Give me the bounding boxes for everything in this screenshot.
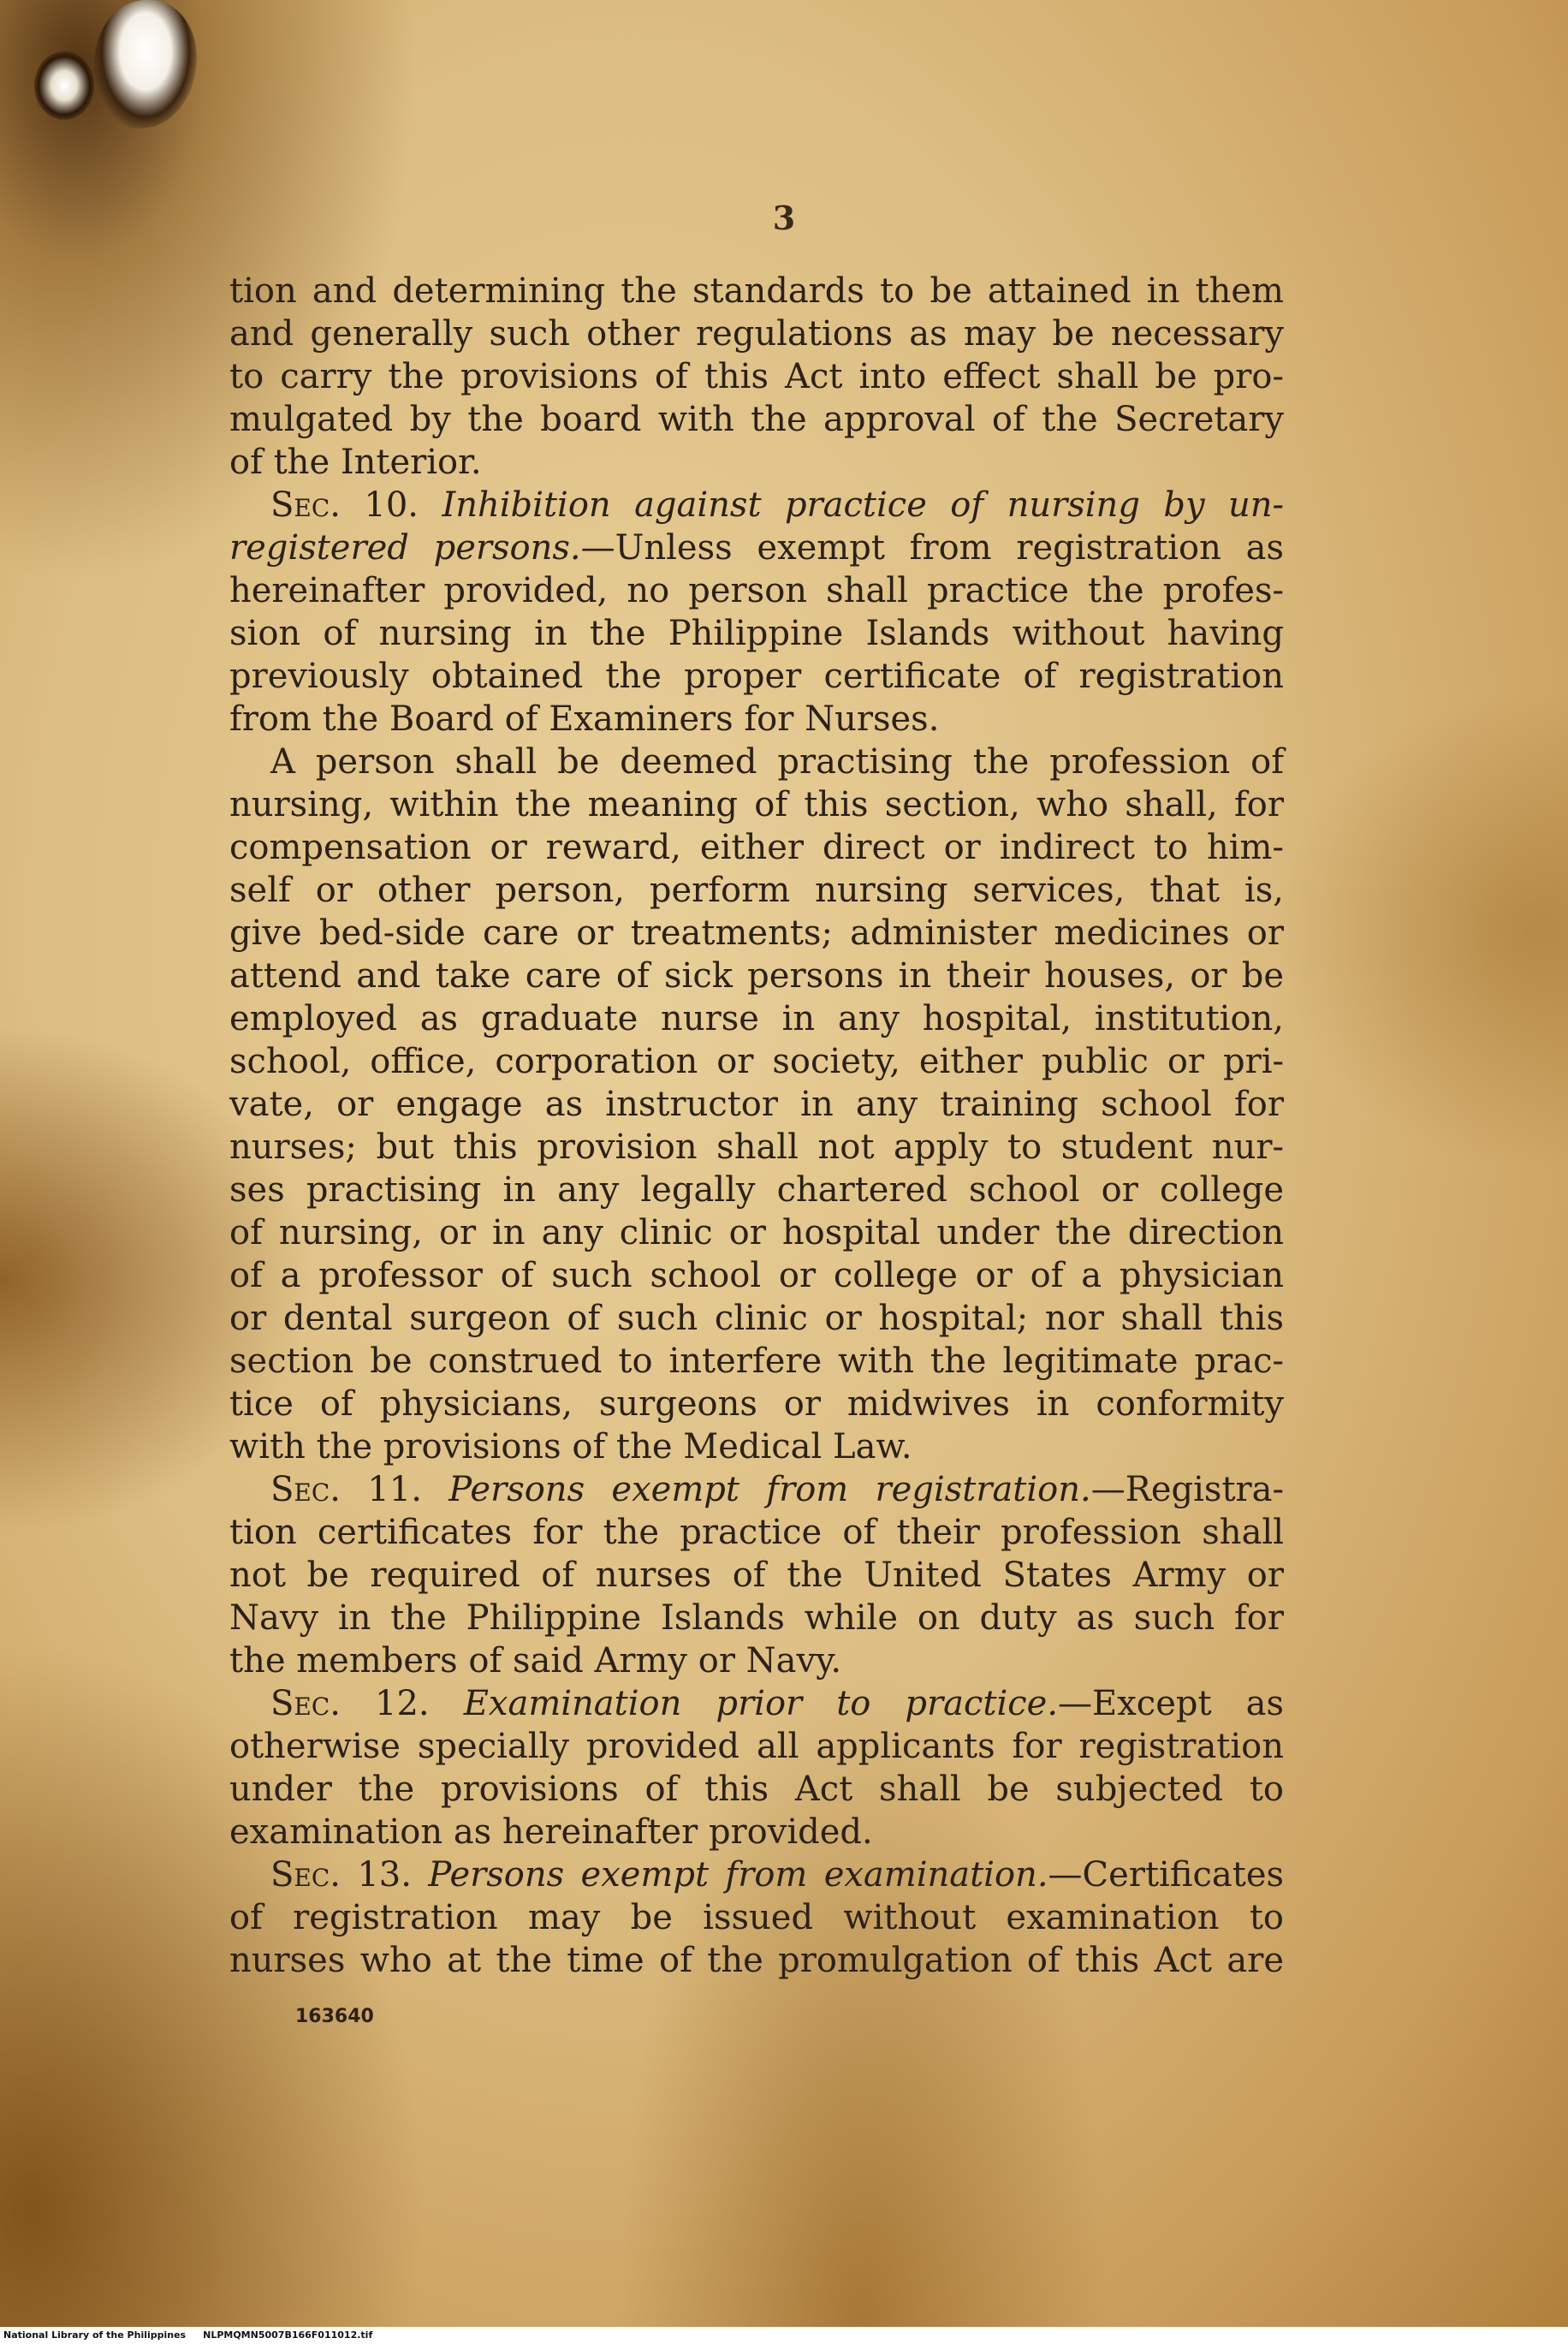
text-line: tion and determining the standards to be attained in them (229, 271, 1284, 311)
text-line: from the Board of Examiners for Nurses. (229, 699, 940, 739)
section-text: —Registra- (1090, 1470, 1285, 1509)
text-line: otherwise specially provided all applicants for registration (229, 1727, 1284, 1766)
document-body (229, 270, 1284, 1982)
text-line: of the Interior. (229, 443, 482, 482)
text-line: of registration may be issued without examination to (229, 1898, 1284, 1937)
text-line: give bed-side care or treatments; administer medicines or (229, 913, 1284, 953)
text-line: under the provisions of this Act shall be subjected to (229, 1770, 1284, 1809)
text-line: vate, or engage as instructor in any training school for (229, 1085, 1284, 1124)
section-12-heading-line (229, 1682, 1284, 1725)
text-line: examination as hereinafter provided. (229, 1812, 873, 1852)
section-number: Sec. 10. (270, 485, 419, 525)
text-line: employed as graduate nurse in any hospital, institution, (229, 999, 1284, 1038)
section-11-heading-line (229, 1468, 1284, 1511)
text-line: hereinafter provided, no person shall practice the profes- (229, 571, 1284, 610)
print-code: 163640 (295, 2006, 374, 2027)
text-line: with the provisions of the Medical Law. (229, 1427, 912, 1466)
section-number: Sec. 13. (270, 1855, 412, 1895)
text-line: of a professor of such school or college or of a physician (229, 1256, 1284, 1295)
section-number: Sec. 11. (270, 1470, 422, 1509)
section-text: —Unless exempt from registration as (580, 528, 1284, 568)
text-line: school, office, corporation or society, either public or pri- (229, 1042, 1284, 1081)
text-line: A person shall be deemed practising the profession of (270, 742, 1284, 782)
text-line: not be required of nurses of the United States Army or (229, 1556, 1284, 1595)
text-line: and generally such other regulations as may be necessary (229, 314, 1284, 354)
library-credit: National Library of the Philippines (3, 2329, 187, 2341)
text-line: compensation or reward, either direct or indirect to him- (229, 828, 1284, 867)
text-line: self or other person, perform nursing services, that is, (229, 871, 1284, 910)
text-line: or dental surgeon of such clinic or hospital; nor shall this (229, 1299, 1284, 1338)
section-title: Persons exempt from examination. (428, 1855, 1048, 1895)
text-line: tion certificates for the practice of their profession shall (229, 1513, 1284, 1552)
section-title: Examination prior to practice. (463, 1684, 1059, 1723)
file-name: NLPMQMN5007B166F011012.tif (203, 2329, 373, 2341)
text-line: nursing, within the meaning of this section, who shall, for (229, 785, 1284, 824)
text-line: nurses; but this provision shall not apply to student nur- (229, 1127, 1284, 1167)
section-title: Persons exempt from registration. (448, 1470, 1091, 1509)
text-line: of nursing, or in any clinic or hospital under the direction (229, 1213, 1284, 1252)
text-line: mulgated by the board with the approval of the Secretary (229, 400, 1284, 439)
section-number: Sec. 12. (270, 1684, 430, 1723)
text-line: tice of physicians, surgeons or midwives in conformity (229, 1384, 1284, 1424)
text-line: section be construed to interfere with the legitimate prac- (229, 1342, 1284, 1381)
text-line: the members of said Army or Navy. (229, 1641, 842, 1681)
burn-hole-damage-small (34, 51, 94, 120)
text-line (229, 527, 1284, 569)
text-line: to carry the provisions of this Act into effect shall be pro- (229, 357, 1284, 396)
section-10-heading-line (229, 484, 1284, 527)
section-text: —Certificates (1048, 1855, 1285, 1895)
archive-footer (0, 2327, 1568, 2344)
text-line: ses practising in any legally chartered school or college (229, 1170, 1284, 1210)
text-line: nurses who at the time of the promulgation of this Act are (229, 1941, 1284, 1980)
text-line: sion of nursing in the Philippine Islands without having (229, 614, 1284, 653)
section-title: Inhibition against practice of nursing by un- (442, 485, 1284, 525)
text-line: Navy in the Philippine Islands while on duty as such for (229, 1598, 1284, 1638)
section-text: —Except as (1058, 1684, 1284, 1723)
section-13-heading-line (229, 1853, 1284, 1896)
section-title: registered persons. (229, 528, 581, 568)
page-number: 3 (772, 199, 796, 237)
text-line: previously obtained the proper certificate of registration (229, 657, 1284, 696)
burn-hole-damage (94, 0, 197, 128)
text-line: attend and take care of sick persons in their houses, or be (229, 956, 1284, 996)
